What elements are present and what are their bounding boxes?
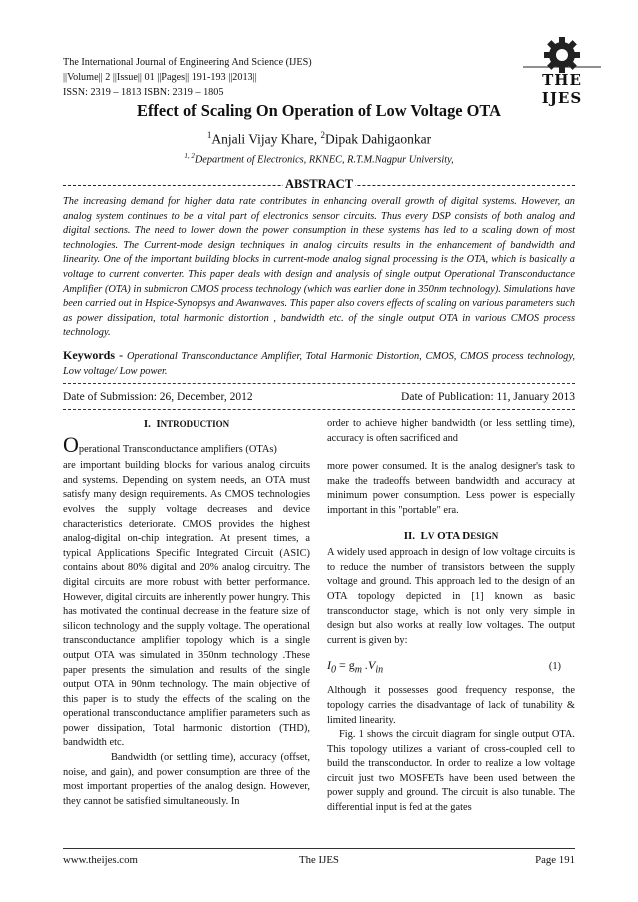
section-heading-intro: I. INTRODUCTION [143,418,230,430]
affil-mark: 1, 2 [184,152,195,160]
section-heading-design: II. LV OTA DESIGN [403,529,499,542]
journal-header [63,55,312,100]
footer-page: Page 191 [535,854,575,866]
right-paragraph-5: Fig. 1 shows the circuit diagram for single output OTA. This topology utilizes a variant of cross-coupled cell to build the transconductor. In order to realize a low voltage circuit just two MOSFETs have been used between the power supply and ground. The circuit is also tunable. The differential input is fed at the gates [327,729,575,814]
author2: Dipak Dahigaonkar [325,131,432,147]
intro-lead: Operational Transconductance amplifiers (OTAs) [63,431,277,457]
left-column [63,417,310,809]
author2-mark: 2 [320,130,326,140]
drop-cap: O [63,431,79,457]
right-paragraph-4: Although it possesses good frequency response, the topology carries the disadvantage of lack of tunability & limited linearity. [327,685,575,726]
journal-issn: ISSN: 2319 – 1813 ISBN: 2319 – 1805 [63,87,224,98]
footer-rule [63,848,575,849]
author1: Anjali Vijay Khare, [211,131,321,147]
author1-mark: 1 [206,130,212,140]
journal-name: The International Journal of Engineering And Science (IJES) [63,57,312,68]
right-paragraph-3: A widely used approach in design of low voltage circuits is to reduce the number of transistors between the supply voltage and ground. This approach led to the design of an OTA topology depicted in [1] known as basic transconductor stage, which is not only very simple in design but also works at really low voltages. The output current is given by: [327,547,575,646]
paper-authors [0,130,638,148]
submission-date: Date of Submission: 26, December, 2012 [63,391,253,403]
abstract-heading-row [63,178,575,192]
journal-logo [519,33,605,107]
right-column [327,417,575,816]
abstract-text: The increasing demand for higher data rate contributes in enhancing overall growth of digital systems. However, an analog system continues to be a vital part of electronics sensor circuits. Thus every DSP consists of both analog and digital sections. The need to lower down the power consumption in these systems has led to a scaling down of most technologies. The Current-mode design techniques in analog circuits results in the enhancement of bandwidth and linearity. One of the important building blocks in current-mode analog signal processing is the OTA, which is basically a voltage to current converter. This paper deals with design and analysis of single output Operational Transconductance Amplifier (OTA) in submicron CMOS process technology (which was earlier done in 350nm technology). Simulations have been carried out in Hspice-Synopsys and Awanwaves. This paper also covers effects of scaling on various parameters such as power dissipation, total harmonic distortion , bandwidth etc. of the single output OTA in various CMOS process technology. [63,196,575,339]
footer-site: www.theijes.com [63,854,138,866]
gear-icon [519,33,605,73]
affil-text: Department of Electronics, RKNEC, R.T.M.Nagpur University, [194,154,454,166]
equation-number: (1) [548,661,561,673]
keywords-label: Keywords - [63,348,124,362]
logo-text: THE IJES [541,71,583,107]
right-paragraph-2: more power consumed. It is the analog designer's task to make the tradeoffs between bandwidth and accuracy at minimum power consumption. Less power is especially important in this "portable" era. [327,461,575,516]
journal-issue: ||Volume|| 2 ||Issue|| 01 ||Pages|| 191-193 ||2013|| [63,72,257,83]
affiliation [0,152,638,165]
keywords-text: Operational Transconductance Amplifier, Total Harmonic Distortion, CMOS, CMOS process technology, Low voltage/ Low power. [63,351,575,377]
publication-date: Date of Publication: 11, January 2013 [401,391,575,403]
intro-paragraph-1: are important building blocks for various analog circuits and systems. Depending on system needs, an OTA must satisfy many design requirements. As CMOS technologies evolves the supply voltage decreases and device characteristics deteriorate. CMOS provides the highest analog-digital on-chip integration. At present times, a typical Applications Specific Integrated Circuit (ASIC) contains about 80% digital and 20% analog circuitry. The digital circuits are more robust with better performance. However, digital circuits are inherently power hungry. This has motivated the continual decrease in the feature size of silicon technology and the supply voltage. The operational transconductance amplifier topology which is a single output OTA was simulated in 350nm technology .These paper presents the simulation and results of the single output OTA in 90nm technology. The main objective of this paper is to study the effects of the scaling on the operational transconductance amplifier parameters such as power dissipation, Total harmonic distortion (THD), bandwidth etc. [63,460,310,749]
abstract-heading: ABSTRACT [284,177,354,191]
right-paragraph-1: order to achieve higher bandwidth (or less settling time), accuracy is often sacrificed and [327,418,575,444]
equation-1 [327,652,575,682]
paper-title: Effect of Scaling On Operation of Low Voltage OTA [137,101,501,120]
equation-body: $I_0 = g_m$ $.V_{in}$ [327,658,384,676]
intro-paragraph-2: Bandwidth (or settling time), accuracy (offset, noise, and gain), and power consumption are three of the most important properties of the analog design. However, they cannot be satisfied simultaneously. In [63,752,310,807]
keywords [63,348,575,379]
footer-journal: The IJES [299,854,339,866]
divider-bottom [63,409,575,410]
divider-top [63,383,575,384]
